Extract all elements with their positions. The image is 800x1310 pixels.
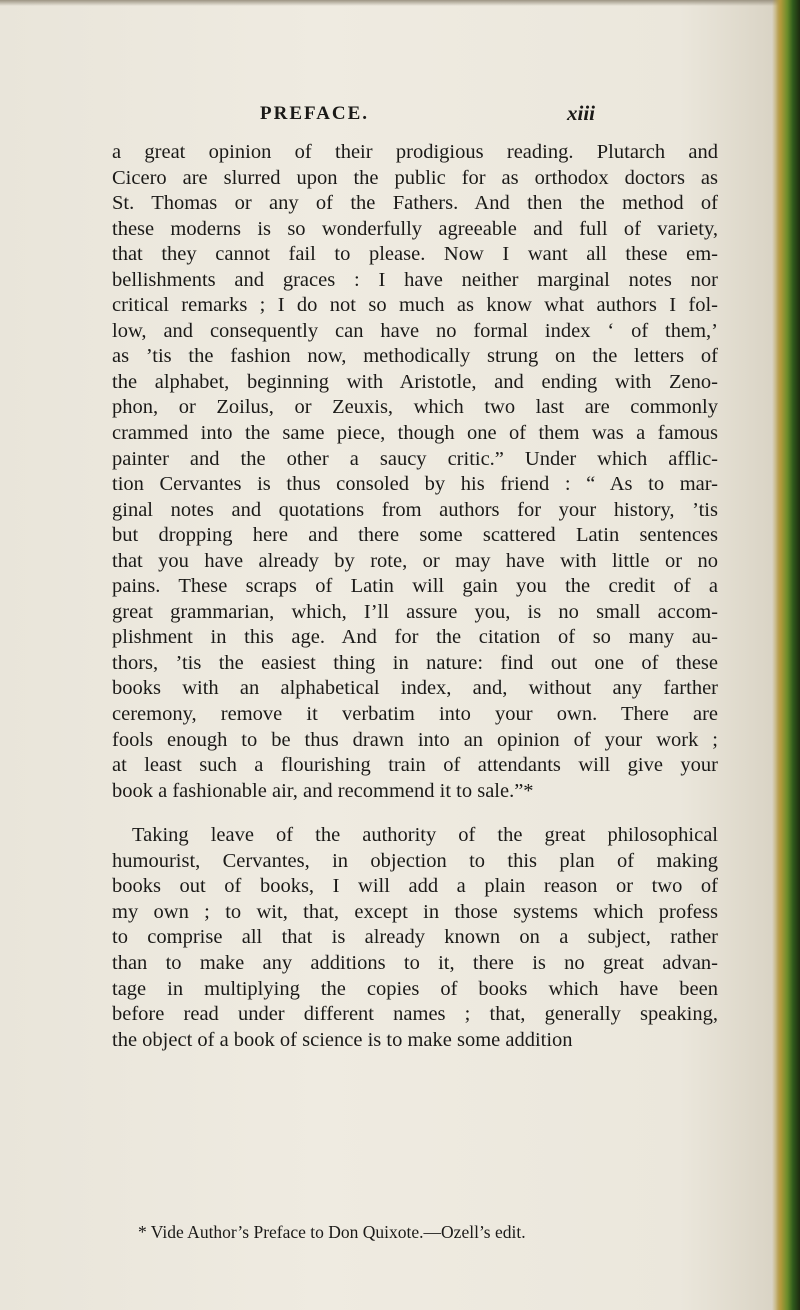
text-line: pains. These scraps of Latin will gain you the credit of a <box>112 575 718 598</box>
text-line: before read under different names ; that, generally speaking, <box>112 1003 718 1026</box>
text-line: books with an alphabetical index, and, without any farther <box>112 677 718 700</box>
text-line: book a fashionable air, and recommend it to sale.”* <box>112 779 534 802</box>
text-line: a great opinion of their prodigious reading. Plutarch and <box>112 141 718 163</box>
text-line: at least such a flourishing train of attendants will give your <box>112 754 718 777</box>
text-line: that you have already by rote, or may have with little or no <box>112 549 718 572</box>
page-top-shadow <box>0 0 800 6</box>
text-line: but dropping here and there some scattered Latin sentences <box>112 524 718 547</box>
text-line: thors, ’tis the easiest thing in nature: find out one of these <box>112 651 718 674</box>
text-line: plishment in this age. And for the citation of so many au- <box>112 626 718 649</box>
text-line: ceremony, remove it verbatim into your own. There are <box>112 703 718 726</box>
text-line: bellishments and graces : I have neither marginal notes nor <box>112 268 718 291</box>
text-line: St. Thomas or any of the Fathers. And then the method of <box>112 192 718 215</box>
paragraph <box>112 823 718 1053</box>
text-line: humourist, Cervantes, in objection to this plan of making <box>112 849 718 872</box>
text-line: fools enough to be thus drawn into an opinion of your work ; <box>112 728 718 751</box>
text-line: great grammarian, which, I’ll assure you, is no small accom- <box>112 600 718 623</box>
text-line: low, and consequently can have no formal index ‘ of them,’ <box>112 319 718 342</box>
text-line: ginal notes and quotations from authors for your history, ’tis <box>112 498 718 521</box>
text-line: phon, or Zoilus, or Zeuxis, which two last are commonly <box>112 396 718 419</box>
page-number: xiii <box>567 101 596 125</box>
running-head: PREFACE. <box>260 103 370 124</box>
text-line: to comprise all that is already known on a subject, rather <box>112 926 718 949</box>
text-line: critical remarks ; I do not so much as know what authors I fol- <box>112 294 718 317</box>
text-line: Cicero are slurred upon the public for as orthodox doctors as <box>112 166 718 189</box>
text-line: Taking leave of the authority of the great philosophical <box>132 824 718 847</box>
page-header <box>0 103 800 133</box>
text-line: these moderns is so wonderfully agreeable and full of variety, <box>112 217 718 240</box>
text-line: the object of a book of science is to make some addition <box>112 1028 573 1051</box>
text-line: than to make any additions to it, there is no great advan- <box>112 951 718 974</box>
paragraph <box>112 140 718 804</box>
text-line: tage in multiplying the copies of books which have been <box>112 977 718 1000</box>
binding-edge <box>772 0 800 1310</box>
footnote: * Vide Author’s Preface to Don Quixote.—Ozell’s edit. <box>138 1222 526 1242</box>
text-line: the alphabet, beginning with Aristotle, and ending with Zeno- <box>112 370 718 393</box>
body-text <box>112 140 718 1053</box>
text-line: that they cannot fail to please. Now I want all these em- <box>112 243 718 266</box>
text-line: my own ; to wit, that, except in those systems which profess <box>112 900 718 923</box>
text-line: painter and the other a saucy critic.” Under which afflic- <box>112 447 718 470</box>
text-line: crammed into the same piece, though one of them was a famous <box>112 422 718 445</box>
text-line: tion Cervantes is thus consoled by his friend : “ As to mar- <box>112 473 718 496</box>
text-line: as ’tis the fashion now, methodically strung on the letters of <box>112 345 718 368</box>
text-line: books out of books, I will add a plain reason or two of <box>112 875 718 898</box>
